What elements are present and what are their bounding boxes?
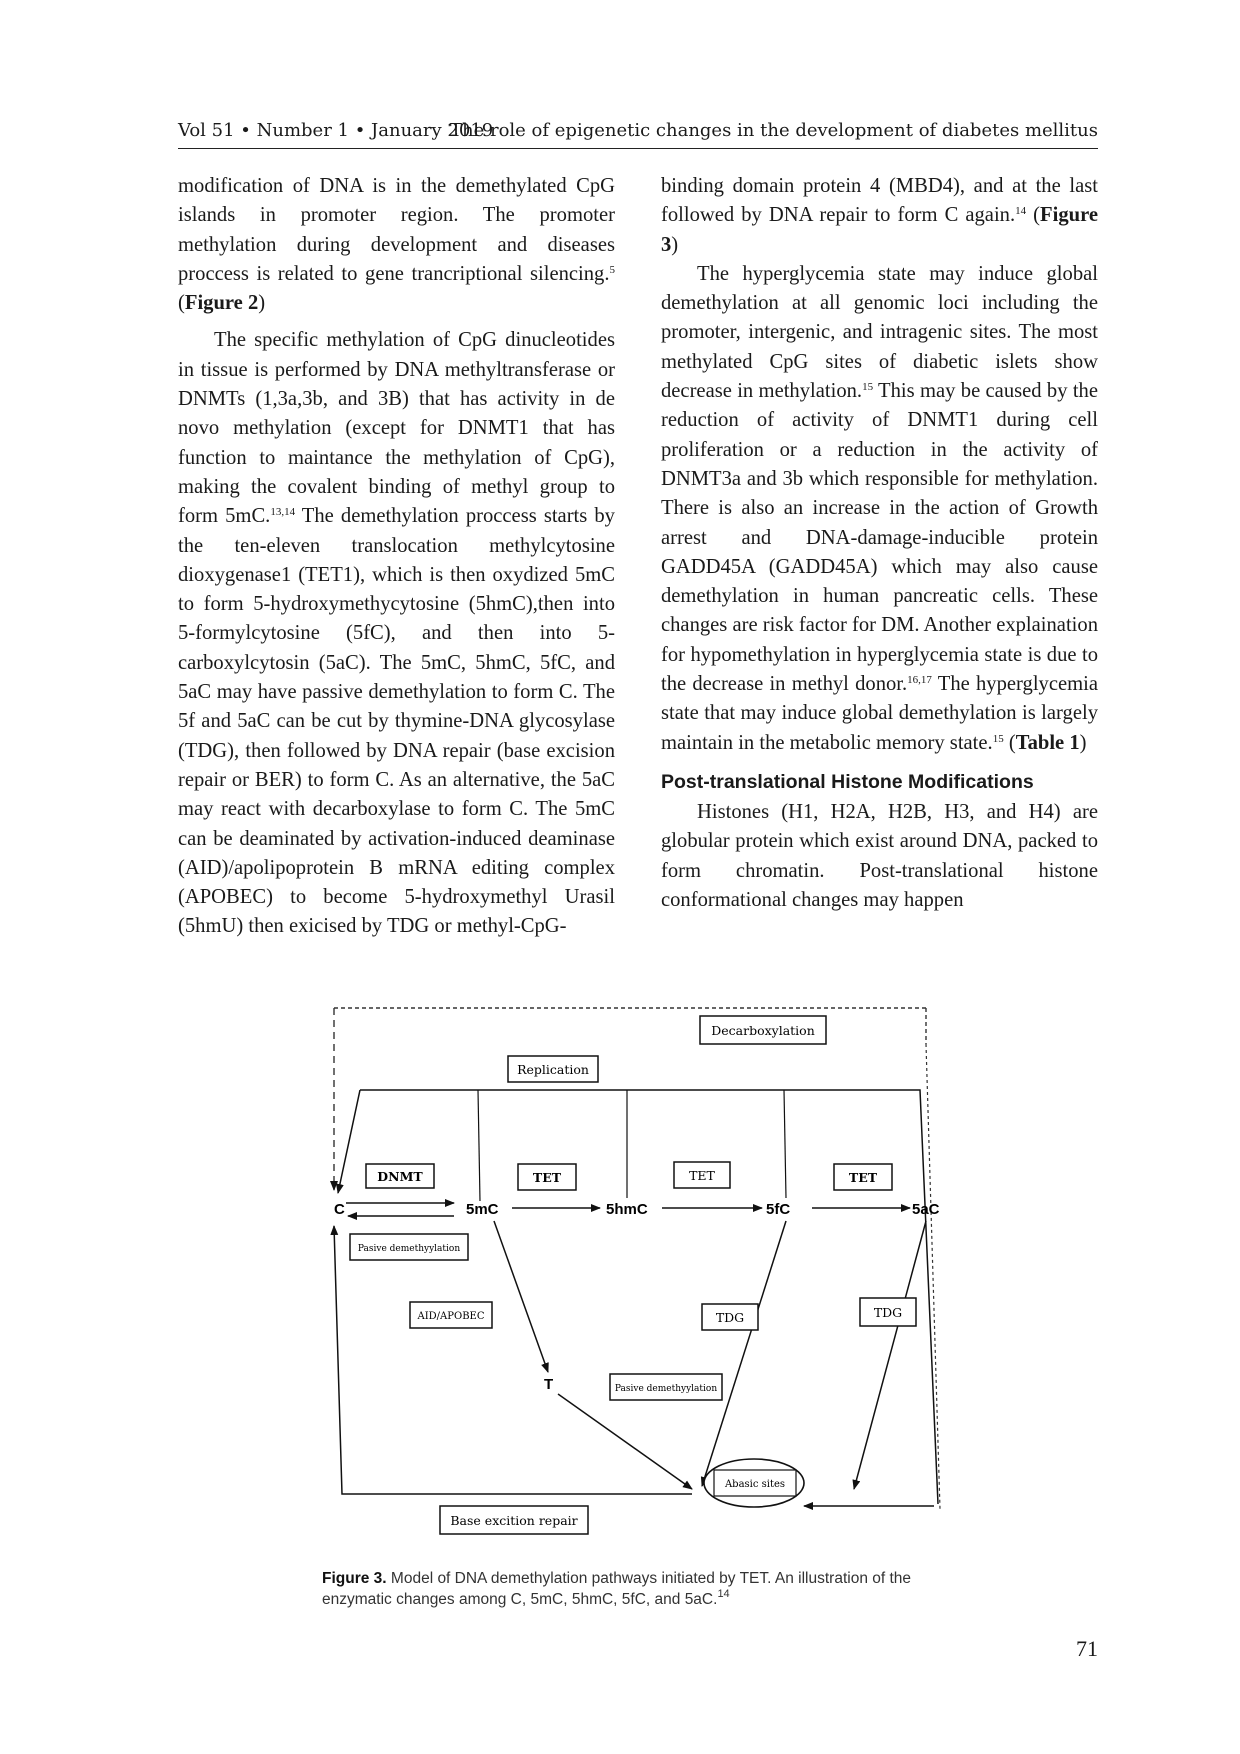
figure-caption: Figure 3. Model of DNA demethylation pathways initiated by TET. An illustration of the enzymatic changes among C, 5mC, 5hmC, 5fC, and 5aC.$^{14}$ <box>322 1570 912 1608</box>
node-5mc: 5mC <box>466 1201 499 1218</box>
svg-text:Replication: Replication <box>517 1062 589 1077</box>
running-title: The role of epigenetic changes in the development of diabetes mellitus <box>450 120 1098 141</box>
svg-text:DNMT: DNMT <box>377 1169 423 1184</box>
node-5fc: 5fC <box>766 1201 791 1218</box>
svg-text:Base excition repair: Base excition repair <box>450 1513 578 1528</box>
reference: 16,17 <box>907 674 932 687</box>
node-5ac: 5aC <box>912 1201 940 1218</box>
paragraph: modification of DNA is in the demethylated CpG islands in promoter region. The promoter methylation during development and diseases proccess is related to gene trancriptional silencing.$^5$ (Figure 2) <box>178 175 615 315</box>
paragraph: The specific methylation of CpG dinucleotides in tissue is performed by DNA methyltransferase or DNMTs (1,3a,3b, and 3B) that has activity in de novo methylation (except for DNMT1 that has function to maintance the methylation of CpG), making the covalent binding of methyl group to form 5mC.$^{13,14}$ The demethylation proccess starts by the ten-eleven translocation methylcytosine dioxygenase1 (TET1), which is then oxydized 5mC to form 5-hydroxymethycytosine (5hmC),then into 5-formylcytosine (5fC), and then into 5-carboxylcytosin (5aC). The 5mC, 5hmC, 5fC, and 5aC may have passive demethylation to form C. The 5f and 5aC can be cut by thymine-DNA glycosylase (TDG), then followed by DNA repair (base excision repair or BER) to form C. As an alternative, the 5aC may react with decarboxylase to form C. The 5mC can be deaminated by activation-induced deaminase (AID)/apolipoprotein B mRNA editing complex (APOBEC) to become 5-hydroxymethyl Urasil (5hmU) then exicised by TDG or methyl-CpG- <box>178 329 615 938</box>
demethylation-pathway-diagram <box>330 1004 950 1544</box>
running-head <box>178 118 1098 149</box>
svg-text:TET: TET <box>848 1170 878 1185</box>
node-t: T <box>544 1376 554 1393</box>
caption-label: Figure 3. <box>322 1570 387 1587</box>
svg-text:Pasive demethyylation: Pasive demethyylation <box>357 1244 461 1254</box>
page-number: 71 <box>1076 1636 1098 1661</box>
node-labels <box>334 1201 940 1393</box>
right-column <box>661 172 1098 915</box>
paragraph: Histones (H1, H2A, H2B, H3, and H4) are globular protein which exist around DNA, packed to form chromatin. Post-translational histone conformational changes may happen <box>661 800 1098 911</box>
reference: 15 <box>862 381 874 394</box>
svg-text:Abasic sites: Abasic sites <box>724 1479 786 1490</box>
node-c: C <box>334 1201 345 1218</box>
replication-lines <box>338 1090 938 1504</box>
node-5hmc: 5hmC <box>606 1201 648 1218</box>
reference: 14 <box>717 1588 730 1600</box>
svg-text:TET: TET <box>689 1168 715 1183</box>
table-reference[interactable]: Table 1 <box>1015 731 1080 754</box>
svg-text:AID/APOBEC: AID/APOBEC <box>417 1311 485 1322</box>
svg-text:Pasive demethyylation: Pasive demethyylation <box>614 1384 718 1394</box>
reference: 5 <box>609 263 615 276</box>
svg-text:TET: TET <box>532 1170 562 1185</box>
svg-text:TDG: TDG <box>873 1305 903 1320</box>
journal-issue: Vol 51 • Number 1 • January 2019 <box>178 120 494 141</box>
paragraph: The hyperglycemia state may induce global demethylation at all genomic loci including the promoter, intergenic, and intragenic sites. The most methylated CpG sites of diabetic islets show decrease in methylation.$^{15}$ This may be caused by the reduction of activity of DNMT1 during cell proliferation or a reduction in the activity of DNMT3a and 3b which responsible for methylation. There is also an increase in the action of Growth arrest and DNA-damage-inducible protein GADD45A (GADD45A) which may also cause demethylation in human pancreatic cells. These changes are risk factor for DM. Another explaination for hypomethylation in hyperglycemia state is due to the decrease in methyl donor.$^{16,17}$ The hyperglycemia state that may induce global demethylation is largely maintain in the metabolic memory state.$^{15}$ (Table 1) <box>661 262 1098 754</box>
svg-text:TDG: TDG <box>715 1310 745 1325</box>
section-heading: Post-translational Histone Modifications <box>661 770 1034 793</box>
enzyme-boxes <box>350 1016 916 1534</box>
paragraph: binding domain protein 4 (MBD4), and at the last followed by DNA repair to form C again.$^{14}$ (Figure 3) <box>661 175 1098 256</box>
left-column <box>178 172 615 942</box>
figure-reference[interactable]: Figure 2 <box>184 292 259 315</box>
reference: 14 <box>1015 205 1027 218</box>
figure-reference[interactable]: Figure 3 <box>661 204 1098 256</box>
figure-3 <box>330 1004 950 1544</box>
svg-text:Decarboxylation: Decarboxylation <box>711 1023 815 1038</box>
reference: 13,14 <box>270 506 296 519</box>
reference: 15 <box>992 732 1004 745</box>
